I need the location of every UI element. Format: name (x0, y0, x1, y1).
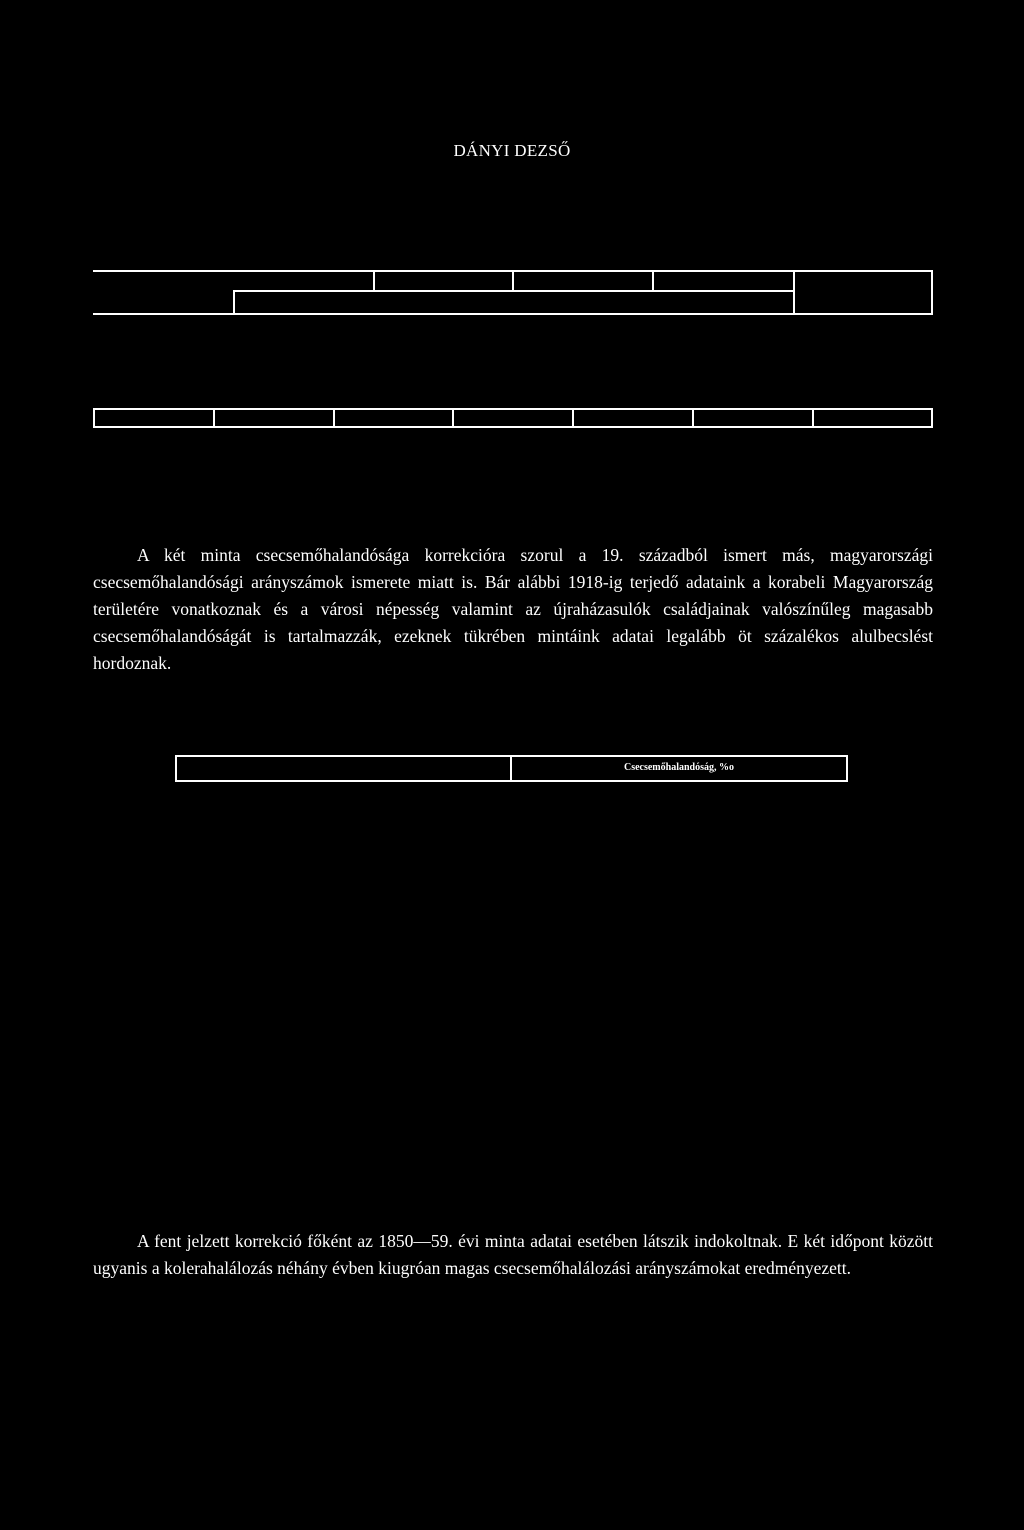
table-1-divider (512, 270, 514, 292)
table-1-divider (793, 270, 795, 315)
table-1-divider (931, 270, 933, 315)
paragraph-1-text: A két minta csecsemőhalandósága korrekcióra szorul a 19. századból ismert más, magyarországi csecsemőhalandósági arányszámok ismerete miatt is. Bár alábbi 1918-ig terjedő adataink a korabeli Magyarország területére vonatkoznak és a városi népesség valamint az újraházasulók családjainak valószínűleg magasabb csecsemőhalandóságát is tartalmazzák, ezeknek tükrében mintáink adatai legalább öt százalékos alulbecslést hordoznak. (93, 545, 933, 673)
table-2-top-rule (93, 408, 933, 410)
table-1-divider (233, 290, 235, 315)
table-3-divider (175, 755, 177, 782)
table-1-divider (373, 270, 375, 292)
table-2-divider (692, 408, 694, 428)
table-1-divider (652, 270, 654, 292)
table-2-divider (333, 408, 335, 428)
table-2-divider (572, 408, 574, 428)
paragraph-2-text: A fent jelzett korrekció főként az 1850—59. évi minta adatai esetében látszik indokoltnak. E két időpont között ugyanis a kolerahalálozás néhány évben kiugróan magas csecsemőhalálozási arányszámokat eredményezett. (93, 1231, 933, 1278)
running-header: DÁNYI DEZSŐ (453, 141, 571, 160)
table-2-bottom-rule (93, 426, 933, 428)
table-2-divider (452, 408, 454, 428)
table-2-divider (812, 408, 814, 428)
paragraph-1 (93, 542, 933, 677)
table-3-column-header: Csecsemőhalandóság, %o (623, 762, 734, 773)
table-3-divider (846, 755, 848, 782)
paragraph-2 (93, 1228, 933, 1282)
table-2-divider (931, 408, 933, 428)
table-1-bottom-rule (93, 313, 933, 315)
table-2-divider (213, 408, 215, 428)
table-2-divider (93, 408, 95, 428)
